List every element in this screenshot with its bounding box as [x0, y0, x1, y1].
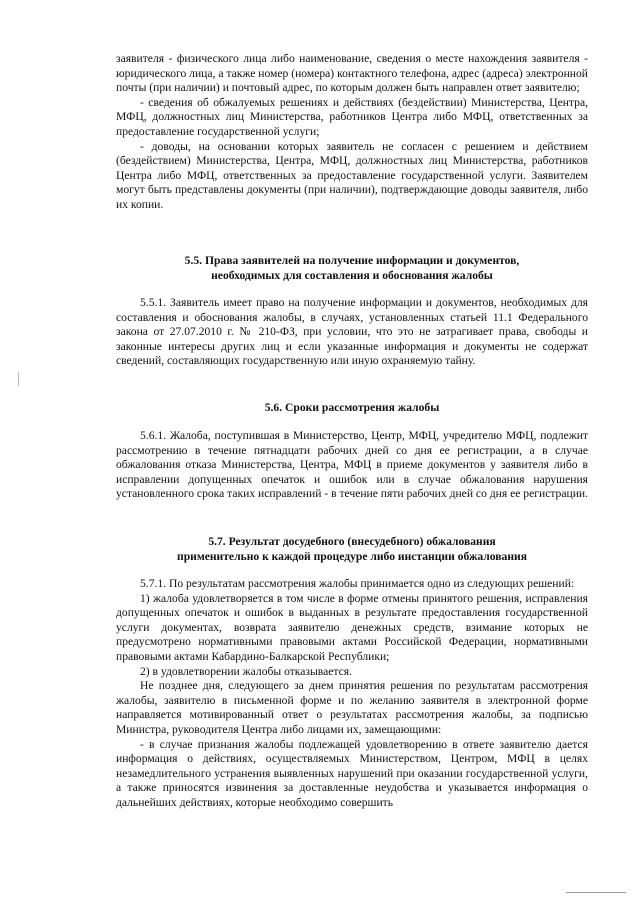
paragraph: 2) в удовлетворении жалобы отказывается. — [140, 664, 352, 678]
paragraph: - сведения об обжалуемых решениях и действиях (бездействии) Министерства, Центра, МФЦ, должностных лиц Министерства, работников Центра либо МФЦ, ответственных за предоставление государственной услуги; — [116, 95, 588, 138]
section-heading-5-7-line2: применительно к каждой процедуре либо инстанции обжалования — [177, 550, 527, 563]
paragraph: заявителя - физического лица либо наименование, сведения о месте нахождения заявителя - юридического лица, а также номер (номера) контактного телефона, адрес (адреса) электронной почты (при наличии) и почтовый адрес, по которым должен быть направлен ответ заявителю; — [116, 52, 588, 95]
scan-margin-mark — [18, 372, 19, 386]
section-5-6-block — [116, 429, 588, 502]
paragraph: 1) жалоба удовлетворяется в том числе в форме отмены принятого решения, исправления допущенных опечаток и ошибок в выданных в результате предоставления государственной услуги документах, возврата заявителю денежных средств, взимание которых не предусмотрено нормативными правовыми актами Российской Федерации, нормативными правовыми актами Кабардино-Балкарской Республики; — [116, 591, 588, 663]
section-heading-5-6: 5.6. Сроки рассмотрения жалобы — [264, 401, 440, 414]
paragraph: 5.7.1. По результатам рассмотрения жалобы принимается одно из следующих решений: — [140, 577, 575, 590]
paragraph: 5.5.1. Заявитель имеет право на получение информации и документов, необходимых для составления и обоснования жалобы, в случаях, установленных статьей 11.1 Федерального закона от 27.07.2010 г. № 210-ФЗ, при условии, что это не затрагивает права, свободы и законные интересы других лиц и если указанные информация и документы не содержат сведений, составляющих государственную или иную охраняемую тайну. — [116, 296, 588, 368]
paragraph: - в случае признания жалобы подлежащей удовлетворению в ответе заявителю дается информация о действиях, осуществляемых Министерством, Центром, МФЦ в целях незамедлительного устранения выявленных нарушений при оказании государственной услуги, а также приносятся извинения за доставленные неудобства и указывается информация о дальнейших действиях, которые необходимо совершить — [116, 737, 588, 809]
paragraph: 5.6.1. Жалоба, поступившая в Министерство, Центр, МФЦ, учредителю МФЦ, подлежит рассмотрению в течение пятнадцати рабочих дней со дня ее регистрации, а в случае обжалования отказа Министерства, Центра, МФЦ в приеме документов у заявителя либо в исправлении допущенных опечаток и ошибок или в случае обжалования нарушения установленного срока таких исправлений - в течение пяти рабочих дней со дня ее регистрации. — [116, 429, 588, 501]
paragraph: Не позднее дня, следующего за днем принятия решения по результатам рассмотрения жалобы, заявителю в письменной форме и по желанию заявителя в электронной форме направляется мотивированный ответ о результатах рассмотрения жалобы, за подписью Министра, руководителя Центра либо лицами их, замещающими: — [116, 679, 588, 736]
intro-block — [116, 52, 588, 213]
section-heading-5-7-line1: 5.7. Результат досудебного (внесудебного) обжалования — [208, 535, 496, 548]
section-heading-5-5-line1: 5.5. Права заявителей на получение информации и документов, — [184, 254, 520, 267]
section-5-5-block — [116, 296, 588, 369]
page-footer-rule — [566, 892, 626, 893]
paragraph: - доводы, на основании которых заявитель не согласен с решением и действием (бездействием) Министерства, Центра, МФЦ, должностных лиц Министерства, работников Центра либо МФЦ, ответственных за предоставление государственной услуги. Заявителем могут быть представлены документы (при наличии), подтверждающие доводы заявителя, либо их копии. — [116, 139, 588, 211]
section-5-7-block — [116, 577, 588, 811]
section-heading-5-5-line2: необходимых для составления и обоснования жалобы — [211, 269, 493, 282]
